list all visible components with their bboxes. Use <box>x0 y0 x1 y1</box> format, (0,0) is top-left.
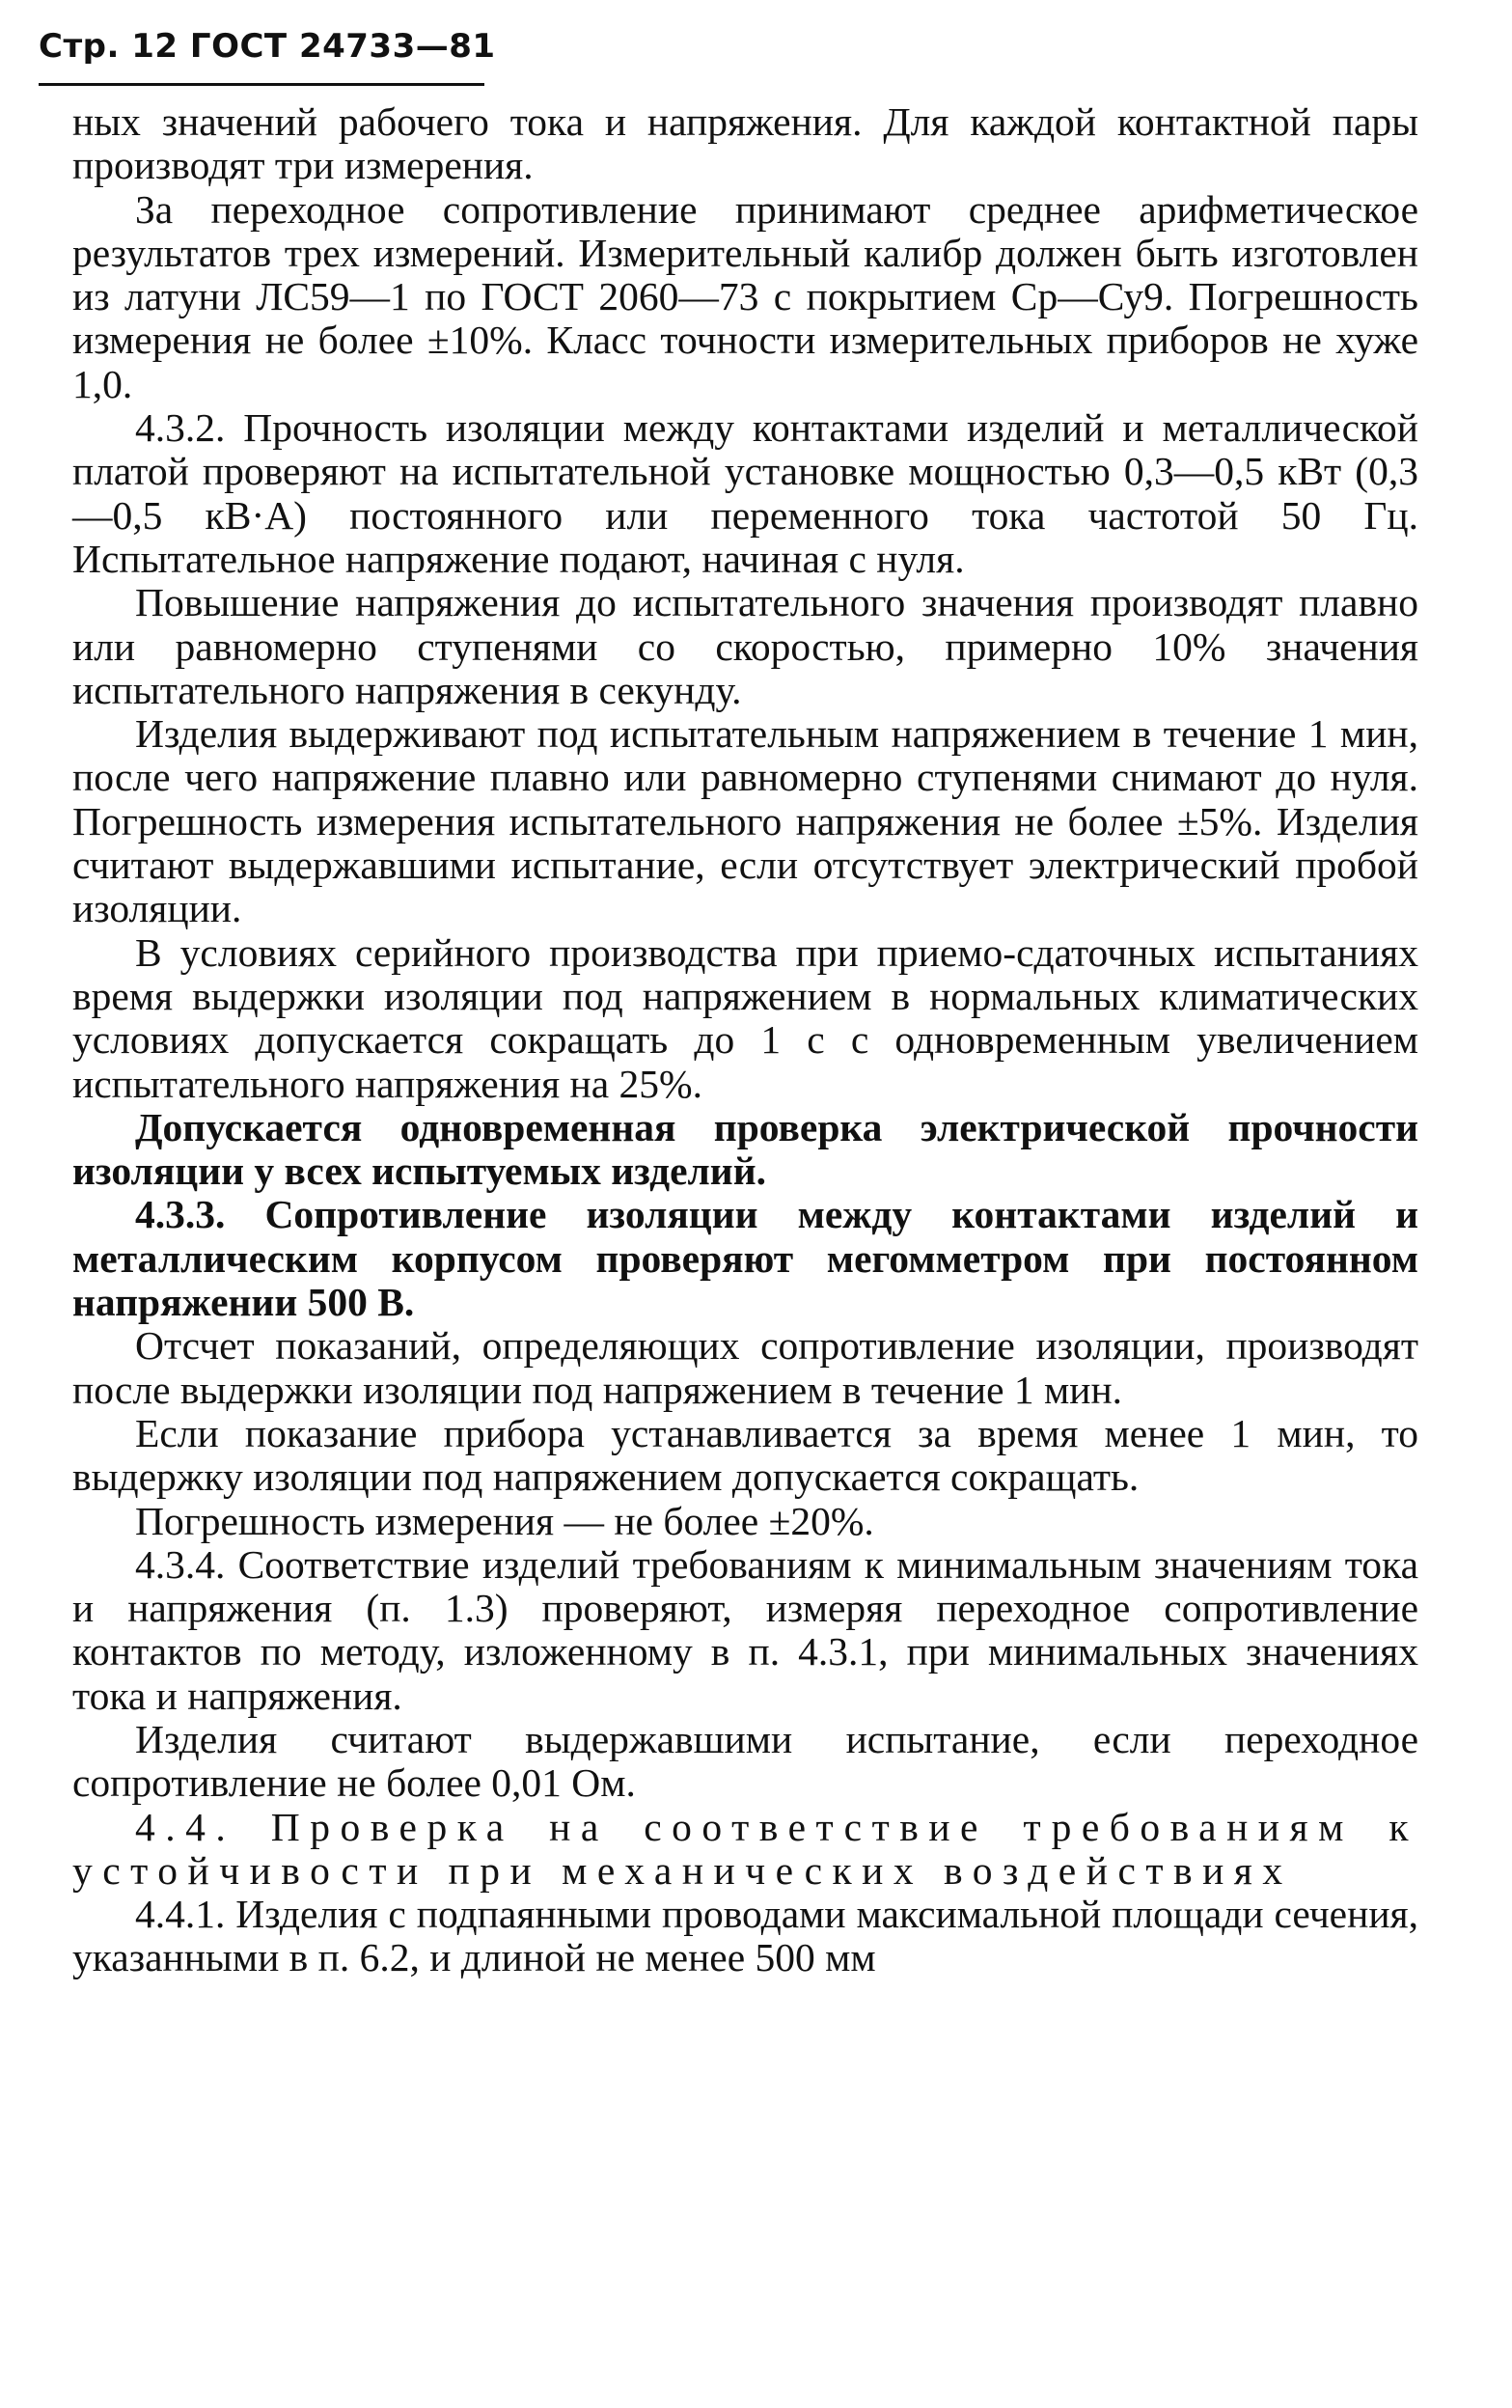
paragraph: ных значений рабочего тока и напряжения. Для каждой контактной пары производят три измерения. <box>72 99 1418 188</box>
paragraph: В условиях серийного производства при приемо-сдаточных испытаниях время выдержки изоляции под напряжением в нормальных климатических условиях допускается сокращать до 1 с с одновременным увеличением испытательного напряжения на 25%. <box>72 929 1418 1106</box>
paragraph: 4.3.2. Прочность изоляции между контактами изделий и металлической платой проверяют на испытательной установке мощностью 0,3—0,5 кВт (0,3—0,5 кВ·А) постоянного или переменного тока частотой 50 Гц. Испытательное напряжение подают, начиная с нуля. <box>72 405 1418 581</box>
paragraph: За переходное сопротивление принимают среднее арифметическое результатов трех измерений. Измерительный калибр должен быть изготовлен из латуни ЛС59—1 по ГОСТ 2060—73 с покрытием Ср—Су9. Погрешность измерения не более ±10%. Класс точности измерительных приборов не хуже 1,0. <box>72 186 1418 406</box>
section-heading: 4.4. Проверка на соответствие требованиям к устойчивости при механических воздействиях <box>72 1804 1418 1893</box>
paragraph: Повышение напряжения до испытательного значения производят плавно или равномерно ступенями со скоростью, примерно 10% значения испытательного напряжения в секунду. <box>72 580 1418 712</box>
paragraph: Допускается одновременная проверка электрической прочности изоляции у всех испытуемых изделий. <box>72 1104 1418 1194</box>
paragraph: Изделия выдерживают под испытательным напряжением в течение 1 мин, после чего напряжение плавно или равномерно ступенями снимают до нуля. Погрешность измерения испытательного напряжения не более ±5%. Изделия считают выдержавшими испытание, если отсутствует электрический пробой изоляции. <box>72 711 1418 931</box>
paragraph: 4.3.3. Сопротивление изоляции между контактами изделий и металлическим корпусом проверяют мегомметром при постоянном напряжении 500 В. <box>72 1192 1418 1325</box>
paragraph: Погрешность измерения — не более ±20%. <box>135 1498 874 1543</box>
page-header: Стр. 12 ГОСТ 24733—81 <box>39 27 496 66</box>
document-body <box>72 100 1418 1980</box>
paragraph: Изделия считают выдержавшими испытание, если переходное сопротивление не более 0,01 Ом. <box>72 1716 1418 1806</box>
paragraph: Если показание прибора устанавливается за время менее 1 мин, то выдержку изоляции под напряжением допускается сокращать. <box>72 1410 1418 1500</box>
header-rule <box>39 83 484 86</box>
paragraph: Отсчет показаний, определяющих сопротивление изоляции, производят после выдержки изоляции под напряжением в течение 1 мин. <box>72 1323 1418 1412</box>
paragraph: 4.4.1. Изделия с подпаянными проводами максимальной площади сечения, указанными в п. 6.2, и длиной не менее 500 мм <box>72 1892 1418 1980</box>
paragraph: 4.3.4. Соответствие изделий требованиям к минимальным значениям тока и напряжения (п. 1.3) проверяют, измеряя переходное сопротивление контактов по методу, изложенному в п. 4.3.1, при минимальных значениях тока и напряжения. <box>72 1541 1418 1718</box>
